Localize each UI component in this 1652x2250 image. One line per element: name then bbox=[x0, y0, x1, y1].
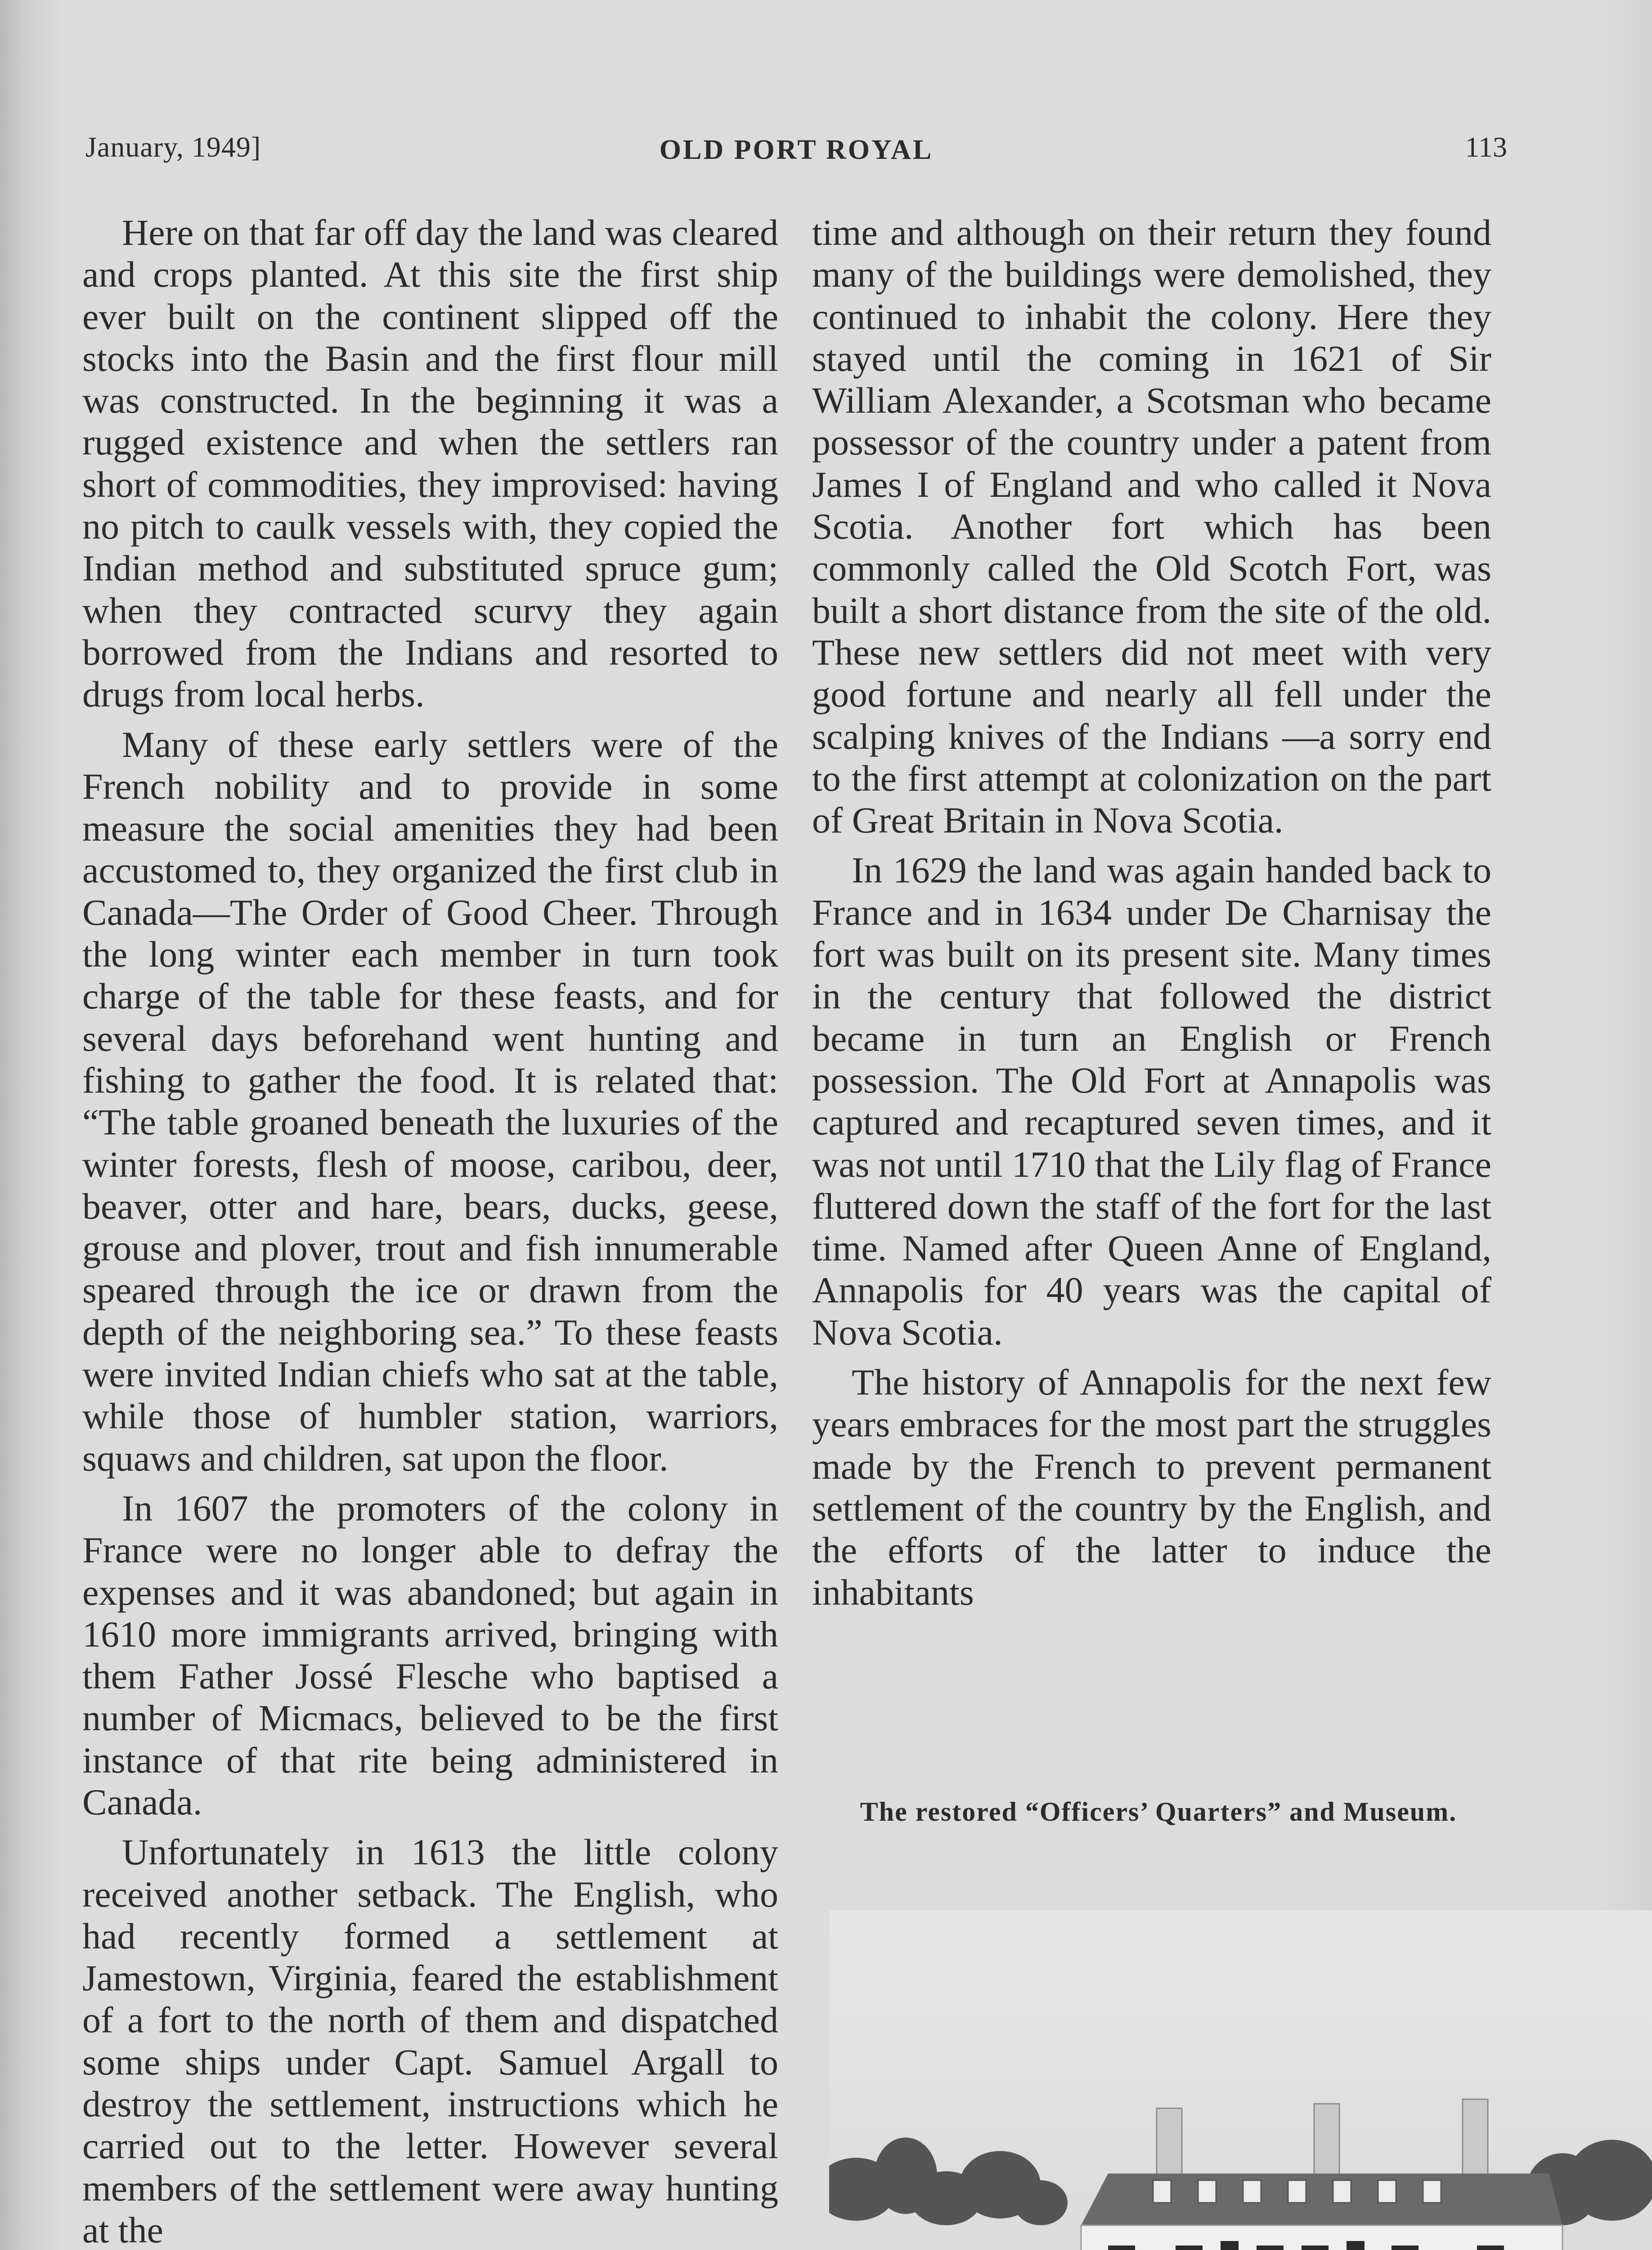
paragraph: Many of these early settlers were of the French nobility and to provide in some measure the social amenities they had been accustomed to, they organized the first club in Canada—The Order of Good Cheer. Through the long winter each member in turn took charge of the table for these feasts, and for several days beforehand went hunting and fishing to gather the food. It is related that: “The table groaned beneath the luxuries of the winter forests, flesh of moose, caribou, deer, beaver, otter and hare, bears, ducks, geese, grouse and plover, trout and fish innumerable speared through the ice or drawn from the depth of the neighboring sea.” To these feasts were invited Indian chiefs who sat at the table, while those of humbler station, warriors, squaws and children, sat upon the floor. bbox=[82, 724, 778, 1479]
officers-quarters-photo bbox=[829, 1910, 1652, 2250]
running-header bbox=[85, 130, 1507, 180]
paragraph: Here on that far off day the land was cleared and crops planted. At this site the first ship ever built on the continent slipped off the stocks into the Basin and the first flour mill was constructed. In the beginning it was a rugged existence and when the settlers ran short of commodities, they improvised: having no pitch to caulk vessels with, they copied the Indian method and substituted spruce gum; when they contracted scurvy they again borrowed from the Indians and resorted to drugs from local herbs. bbox=[82, 212, 778, 715]
paragraph: In 1607 the promoters of the colony in France were no longer able to defray the expenses and it was abandoned; but again in 1610 more immigrants arrived, bringing with them Father Jossé Flesche who baptised a number of Micmacs, believed to be the first instance of that rite being administered in Canada. bbox=[82, 1487, 778, 1822]
photo-illustration bbox=[829, 1910, 1652, 2250]
left-column bbox=[82, 212, 778, 2250]
paragraph: Unfortunately in 1613 the little colony received another setback. The English, who had recently formed a settlement at Jamestown, Virginia, feared the establishment of a fort to the north of them and dispatched some ships under Capt. Samuel Argall to destroy the settlement, instructions which he carried out to the letter. However several members of the settlement were away hunting at the bbox=[82, 1832, 778, 2250]
photo-caption: The restored “Officers’ Quarters” and Museum. bbox=[860, 1797, 1457, 1827]
header-title: OLD PORT ROYAL bbox=[659, 135, 934, 165]
paragraph: time and although on their return they found many of the buildings were demolished, they continued to inhabit the colony. Here they stayed until the coming in 1621 of Sir William Alexander, a Scotsman who became possessor of the country under a patent from James I of England and who called it Nova Scotia. Another fort which has been commonly called the Old Scotch Fort, was built a short distance from the site of the old. These new settlers did not meet with very good fortune and nearly all fell under the scalping knives of the Indians —a sorry end to the first attempt at colonization on the part of Great Britain in Nova Scotia. bbox=[812, 212, 1491, 841]
paragraph: The history of Annapolis for the next few years embraces for the most part the struggles made by the French to prevent permanent settlement of the country by the English, and the efforts of the latter to induce the inhabitants bbox=[812, 1362, 1491, 1613]
right-column bbox=[812, 212, 1491, 1613]
paragraph: In 1629 the land was again handed back to France and in 1634 under De Charnisay the fort was built on its present site. Many times in the century that followed the district became in turn an English or French possession. The Old Fort at Annapolis was captured and recaptured seven times, and it was not until 1710 that the Lily flag of France fluttered down the staff of the fort for the last time. Named after Queen Anne of England, Annapolis for 40 years was the capital of Nova Scotia. bbox=[812, 850, 1491, 1353]
header-date: January, 1949] bbox=[85, 131, 261, 163]
page-number: 113 bbox=[1465, 131, 1507, 163]
